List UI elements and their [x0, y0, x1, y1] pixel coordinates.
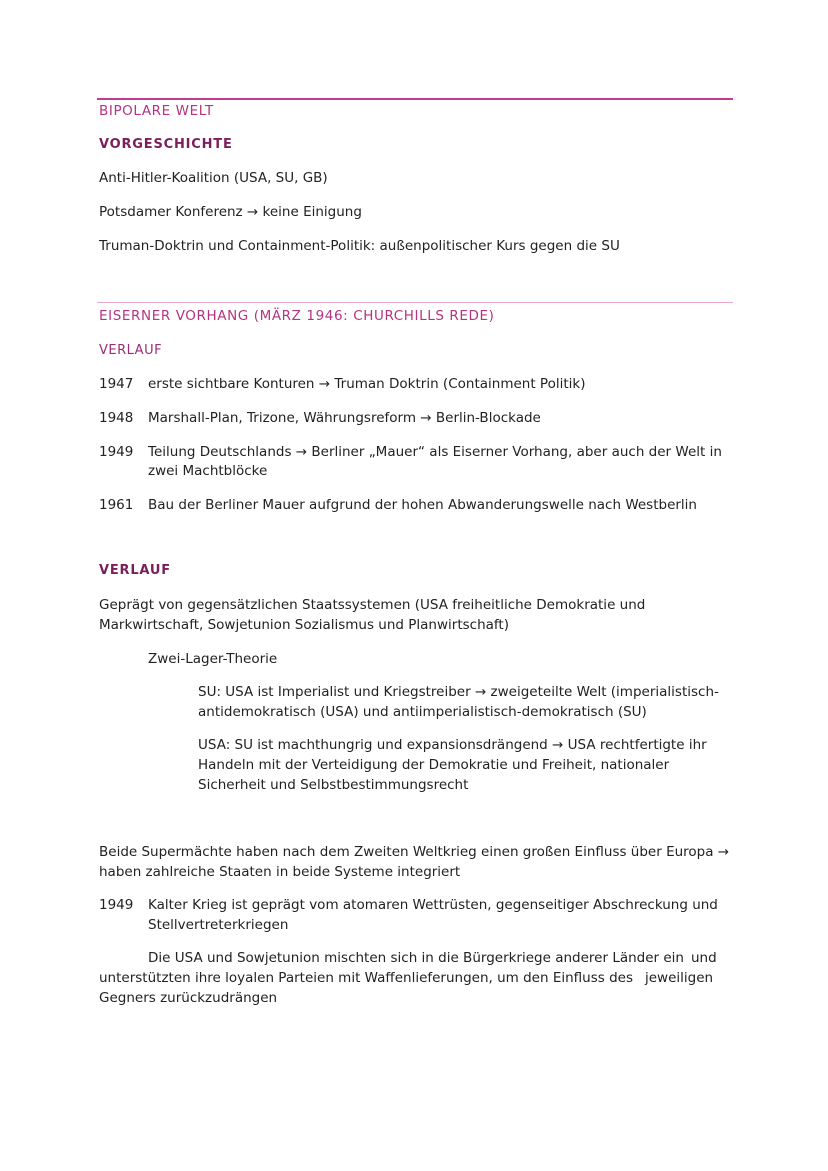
subheading-verlauf: VERLAUF: [99, 343, 163, 358]
text-line: Geprägt von gegensätzlichen Staatssystemen (USA freiheitliche Demokratie und: [99, 597, 646, 613]
text-line: Markwirtschaft, Sowjetunion Sozialismus und Planwirtschaft): [99, 617, 509, 633]
timeline-year: 1961: [99, 497, 134, 513]
text-line: Beide Supermächte haben nach dem Zweiten Weltkrieg einen großen Einfluss über Europa →: [99, 844, 730, 860]
timeline-text: zwei Machtblöcke: [148, 463, 268, 479]
text-line: Anti-Hitler-Koalition (USA, SU, GB): [99, 170, 328, 186]
timeline-year: 1948: [99, 410, 134, 426]
timeline-text: Marshall-Plan, Trizone, Währungsreform → Berlin-Blockade: [148, 410, 541, 426]
text-line: USA: SU ist machthungrig und expansionsdrängend → USA rechtfertigte ihr: [198, 737, 707, 753]
section-rule: [97, 98, 733, 100]
theory-title: Zwei-Lager-Theorie: [148, 651, 278, 667]
timeline-text: Teilung Deutschlands → Berliner „Mauer“ als Eiserner Vorhang, aber auch der Welt in: [148, 444, 722, 460]
timeline-text: erste sichtbare Konturen → Truman Doktrin (Containment Politik): [148, 376, 586, 392]
text-line: Sicherheit und Selbstbestimmungsrecht: [198, 777, 469, 793]
text-line: Die USA und Sowjetunion mischten sich in die Bürgerkriege anderer Länder ein: [148, 950, 684, 966]
text-line: SU: USA ist Imperialist und Kriegstreiber → zweigeteilte Welt (imperialistisch-: [198, 684, 719, 700]
text-line: Truman-Doktrin und Containment-Politik: außenpolitischer Kurs gegen die SU: [99, 238, 620, 254]
timeline-year: 1949: [99, 444, 134, 460]
text-line: Potsdamer Konferenz → keine Einigung: [99, 204, 362, 220]
text-line: Handeln mit der Verteidigung der Demokratie und Freiheit, nationaler: [198, 757, 670, 773]
text-line: Gegners zurückzudrängen: [99, 990, 278, 1006]
section-rule: [97, 302, 733, 303]
text-line: haben zahlreiche Staaten in beide Systeme integriert: [99, 864, 461, 880]
text-line: Stellvertreterkriegen: [148, 917, 289, 933]
timeline-text: Bau der Berliner Mauer aufgrund der hohen Abwanderungswelle nach Westberlin: [148, 497, 697, 513]
text-line: Kalter Krieg ist geprägt vom atomaren Wettrüsten, gegenseitiger Abschreckung und: [148, 897, 718, 913]
text-line: unterstützten ihre loyalen Parteien mit Waffenlieferungen, um den Einfluss des: [99, 970, 633, 986]
subheading-vorgeschichte: VORGESCHICHTE: [99, 137, 233, 152]
text-line: jeweiligen: [645, 970, 714, 986]
timeline-year: 1947: [99, 376, 134, 392]
text-line: antidemokratisch (USA) und antiimperialistisch-demokratisch (SU): [198, 704, 647, 720]
section-title-eiserner-vorhang: EISERNER VORHANG (MÄRZ 1946: CHURCHILLS REDE): [99, 308, 495, 324]
text-line: und: [691, 950, 717, 966]
subheading-verlauf-2: VERLAUF: [99, 563, 171, 578]
section-title-bipolare-welt: BIPOLARE WELT: [99, 103, 214, 119]
timeline-year: 1949: [99, 897, 134, 913]
